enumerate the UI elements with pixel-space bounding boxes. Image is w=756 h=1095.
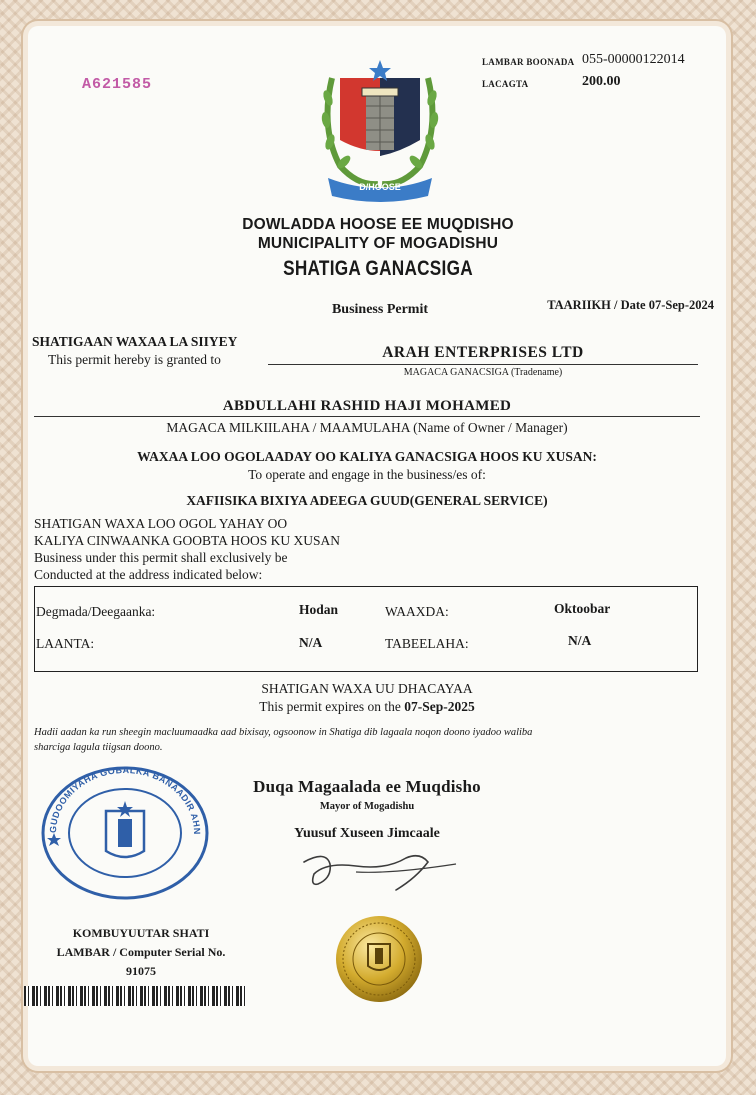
- permit-serial: A621585: [82, 76, 153, 93]
- mayor-title-so: Duqa Magaalada ee Muqdisho: [253, 777, 481, 796]
- tradename-rule: [268, 364, 698, 365]
- fee-label: LACAGTA: [482, 79, 529, 89]
- title-municipality: MUNICIPALITY OF MOGADISHU: [257, 235, 499, 252]
- issue-date: TAARIIKH / Date 07-Sep-2024: [547, 298, 714, 312]
- computer-serial-label-en: LAMBAR / Computer Serial No.: [56, 945, 226, 959]
- serial-label: LAMBAR BOONADA: [482, 57, 575, 67]
- business-activity: XAFIISIKA BIXIYA ADEEGA GUUD(GENERAL SERVICE): [186, 493, 548, 508]
- business-heading-so: WAXAA LOO OGOLAADAY OO KALIYA GANACSIGA HOOS KU XUSAN:: [137, 449, 597, 464]
- tabeelaha-label: TABEELAHA:: [385, 636, 469, 651]
- laanta-value: N/A: [299, 635, 323, 650]
- title-government: DOWLADDA HOOSE EE MUQDISHO: [242, 216, 514, 233]
- district-value: Hodan: [299, 602, 339, 617]
- district-label: Degmada/Deegaanka:: [36, 604, 156, 619]
- municipality-emblem: [318, 58, 442, 208]
- address-box: [34, 586, 698, 672]
- address-note-line: Business under this permit shall exclusively be: [34, 550, 288, 565]
- gold-seal: [334, 914, 424, 1004]
- emblem-caption: D/HOOSE: [359, 182, 401, 192]
- subtitle: Business Permit: [331, 302, 429, 317]
- fee-value: 200.00: [582, 74, 621, 89]
- computer-serial-block: [36, 924, 246, 981]
- mayor-name: Yuusuf Xuseen Jimcaale: [294, 826, 440, 841]
- computer-serial-label: KOMBUYUUTAR SHATI: [72, 926, 210, 940]
- expiry-line: [34, 699, 700, 715]
- waaxda-label: WAAXDA:: [385, 604, 449, 619]
- legal-warning: [34, 725, 704, 755]
- address-note-line: SHATIGAN WAXA LOO OGOL YAHAY OO: [34, 516, 288, 531]
- grant-label-so: SHATIGAAN WAXAA LA SIIYEY: [32, 334, 238, 349]
- official-stamp: [40, 765, 210, 901]
- owner-caption: MAGACA MILKIILAHA / MAAMULAHA (Name of Owner / Manager): [166, 420, 568, 435]
- owner-rule: [34, 416, 700, 417]
- header-right: [482, 52, 718, 96]
- expiry-label-en: This permit expires on the: [259, 699, 401, 714]
- legal-warning-line: sharciga lagula tiigsan doono.: [34, 742, 163, 753]
- stamp-icon: [40, 765, 210, 901]
- mayor-title-en: Mayor of Mogadishu: [319, 801, 415, 812]
- expiry-label-so: SHATIGAN WAXA UU DHACAYAA: [261, 681, 473, 696]
- business-heading-en: To operate and engage in the business/es of:: [248, 467, 486, 482]
- tabeelaha-value: N/A: [568, 633, 592, 648]
- barcode: [24, 986, 246, 1006]
- serial-value: 055-00000122014: [582, 52, 685, 67]
- stamp-text: GUDOOMIYAHA GOBALKA BANAADIR AHN: [47, 765, 203, 835]
- expiry-date: 07-Sep-2025: [404, 699, 475, 714]
- address-note-line: Conducted at the address indicated below:: [34, 567, 263, 582]
- tradename-caption: MAGACA GANACSIGA (Tradename): [403, 367, 563, 378]
- mayor-signature: [296, 844, 466, 900]
- gold-seal-icon: [334, 914, 424, 1004]
- legal-warning-line: Hadii aadan ka run sheegin macluumaadka aad bixisay, ogsoonow in Shatiga dib lagaala noqon doono iyadoo waliba: [34, 727, 533, 738]
- tradename: ARAH ENTERPRISES LTD: [382, 344, 584, 361]
- address-note-line: KALIYA CINWAANKA GOOBTA HOOS KU XUSAN: [34, 533, 341, 548]
- title-permit: SHATIGA GANACSIGA: [283, 257, 473, 280]
- waaxda-value: Oktoobar: [554, 601, 611, 616]
- address-note: [34, 515, 340, 583]
- grant-label-en: This permit hereby is granted to: [48, 352, 221, 367]
- computer-serial-number: 91075: [126, 964, 156, 978]
- owner-name: ABDULLAHI RASHID HAJI MOHAMED: [222, 398, 512, 414]
- signature-icon: [296, 844, 466, 900]
- laanta-label: LAANTA:: [36, 636, 95, 651]
